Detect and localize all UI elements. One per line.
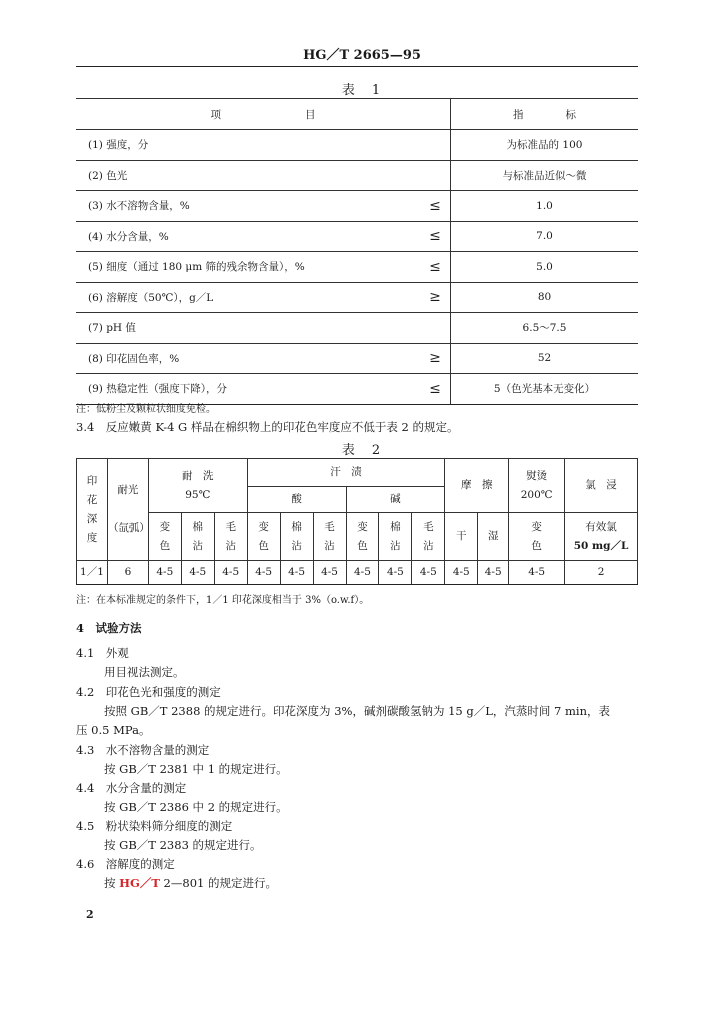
data-cell: 2: [565, 561, 638, 585]
light-sub-label: （氙弧）: [107, 522, 150, 534]
sub-char: 色: [258, 539, 269, 552]
chlorine-sub-label: 有效氯: [585, 520, 617, 533]
light-header: [107, 459, 148, 561]
sub-wool: [214, 513, 247, 561]
clause-4-6-title: 4.6 溶解度的测定: [76, 857, 175, 871]
wash-temp: 95℃: [185, 488, 211, 501]
indicator-cell: 1.0: [451, 191, 639, 222]
data-cell: 4-5: [445, 561, 478, 585]
header-char: 深: [86, 512, 98, 525]
table-row: [76, 130, 638, 161]
table-row: [76, 221, 638, 252]
sub-char: 棉: [192, 520, 204, 533]
sub-char: 毛: [324, 520, 335, 533]
sub-char: 变: [531, 520, 542, 533]
clause-4-5-title: 4.5 粉状染料筛分细度的测定: [76, 819, 233, 833]
data-cell: 4-5: [478, 561, 509, 585]
header-char: 度: [86, 531, 98, 544]
iron-temp: 200℃: [520, 488, 553, 501]
wash-label: 耐 洗: [182, 469, 214, 482]
acid-header: 酸: [247, 487, 346, 513]
iron-header: [509, 459, 565, 513]
section-4-title: 4 试验方法: [76, 621, 142, 635]
sub-change: [247, 513, 280, 561]
item-cell: (1) 强度，分: [76, 130, 420, 161]
item-cell: (9) 热稳定性（强度下降），分: [76, 374, 420, 405]
clause-4-1-body: 用目视法测定。: [104, 665, 185, 679]
sub-char: 变: [258, 520, 269, 533]
clause-4-4-body: 按 GB／T 2386 中 2 的规定进行。: [104, 800, 288, 814]
sub-chlorine: [565, 513, 638, 561]
table1-head-indicator: 指 标: [451, 99, 639, 130]
clause-4-2-body-cont: 压 0.5 MPa。: [76, 723, 151, 737]
table1-head-item: 项 目: [76, 99, 451, 130]
clause-4-2-body: 按照 GB／T 2388 的规定进行。印花深度为 3%，碱剂碳酸氢钠为 15 g／L，汽蒸时间 7 min，表: [104, 704, 610, 718]
depth-header: [77, 459, 108, 561]
table1: [76, 98, 638, 405]
clause-3-4: 3.4 反应嫩黄 K-4 G 样品在棉织物上的印花色牢度应不低于表 2 的规定。: [76, 420, 459, 434]
data-cell: 1／1: [77, 561, 108, 585]
sub-char: 沾: [390, 539, 401, 552]
sub-wet: 湿: [478, 513, 509, 561]
sub-cotton: [280, 513, 313, 561]
sub-char: 变: [159, 520, 171, 533]
comparison-symbol: ≤: [420, 191, 451, 222]
sub-char: 变: [357, 520, 368, 533]
data-cell: 4-5: [509, 561, 565, 585]
clause-4-1-title: 4.1 外观: [76, 646, 129, 660]
comparison-symbol: [420, 313, 451, 344]
table2-note: 注：在本标准规定的条件下，1／1 印花深度相当于 3%（o.w.f）。: [76, 595, 370, 606]
spacer: [108, 500, 148, 519]
indicator-cell: 5（色光基本无变化）: [451, 374, 639, 405]
table2-caption: 表 2: [341, 443, 383, 458]
item-cell: (4) 水分含量，%: [76, 221, 420, 252]
item-cell: (5) 细度（通过 180 μm 筛的残余物含量），%: [76, 252, 420, 283]
data-cell: 4-5: [247, 561, 280, 585]
comparison-symbol: [420, 160, 451, 191]
table-row: [76, 252, 638, 283]
wash-header: [148, 459, 247, 513]
sub-char: 沾: [291, 539, 302, 552]
sub-char: 毛: [423, 520, 434, 533]
indicator-cell: 与标准品近似～微: [451, 160, 639, 191]
alkali-header: 碱: [346, 487, 445, 513]
data-cell: 4-5: [280, 561, 313, 585]
table1-header-row: [76, 99, 638, 130]
sub-char: 色: [159, 539, 171, 552]
sub-change: [148, 513, 181, 561]
comparison-symbol: ≥: [420, 282, 451, 313]
data-cell: 6: [107, 561, 148, 585]
table-row: [76, 191, 638, 222]
header-rule: [76, 66, 638, 67]
sub-cotton: [181, 513, 214, 561]
table2: [76, 458, 638, 585]
clause-4-4-title: 4.4 水分含量的测定: [76, 781, 187, 795]
standard-ref-highlight: HG／T: [119, 876, 160, 890]
sub-char: 棉: [390, 520, 401, 533]
header-char: 花: [86, 493, 98, 506]
sweat-header: 汗 渍: [247, 459, 445, 487]
indicator-cell: 为标准品的 100: [451, 130, 639, 161]
indicator-cell: 7.0: [451, 221, 639, 252]
table-row: [76, 343, 638, 374]
light-label: 耐光: [117, 484, 139, 496]
chlorine-header: 氯 浸: [565, 459, 638, 513]
sub-change: [346, 513, 379, 561]
table1-caption: 表 1: [341, 83, 383, 98]
indicator-cell: 5.0: [451, 252, 639, 283]
item-cell: (3) 水不溶物含量，%: [76, 191, 420, 222]
item-cell: (2) 色光: [76, 160, 420, 191]
indicator-cell: 80: [451, 282, 639, 313]
header-char: 印: [86, 474, 98, 487]
clause-4-6-body: [104, 875, 277, 891]
sub-char: 色: [357, 539, 368, 552]
sub-cotton: [379, 513, 412, 561]
data-cell: 4-5: [379, 561, 412, 585]
sub-char: 色: [531, 539, 542, 552]
comparison-symbol: [420, 130, 451, 161]
comparison-symbol: ≤: [420, 252, 451, 283]
data-cell: 4-5: [148, 561, 181, 585]
rub-header: 摩 擦: [445, 459, 509, 513]
clause-4-3-title: 4.3 水不溶物含量的测定: [76, 743, 210, 757]
comparison-symbol: ≤: [420, 374, 451, 405]
table-row: [77, 561, 638, 585]
sub-char: 沾: [423, 539, 434, 552]
sub-change: [509, 513, 565, 561]
data-cell: 4-5: [181, 561, 214, 585]
body-suffix: 2—801 的规定进行。: [159, 876, 277, 890]
sub-wool: [412, 513, 445, 561]
sub-char: 沾: [192, 539, 204, 552]
chlorine-sub-value: 50 mg／L: [573, 539, 629, 552]
table-row: [76, 282, 638, 313]
data-cell: 4-5: [214, 561, 247, 585]
table1-note: 注：低粉尘及颗粒状细度免检。: [76, 404, 216, 415]
clause-4-2-title: 4.2 印花色光和强度的测定: [76, 685, 221, 699]
sub-wool: [313, 513, 346, 561]
comparison-symbol: ≤: [420, 221, 451, 252]
item-cell: (6) 溶解度（50℃），g／L: [76, 282, 420, 313]
clause-4-3-body: 按 GB／T 2381 中 1 的规定进行。: [104, 762, 288, 776]
iron-label: 熨烫: [526, 469, 548, 482]
table-row: [76, 160, 638, 191]
table-row: [76, 313, 638, 344]
comparison-symbol: ≥: [420, 343, 451, 374]
data-cell: 4-5: [313, 561, 346, 585]
data-cell: 4-5: [412, 561, 445, 585]
sub-dry: 干: [445, 513, 478, 561]
sub-char: 沾: [324, 539, 335, 552]
item-cell: (7) pH 值: [76, 313, 420, 344]
clause-4-5-body: 按 GB／T 2383 的规定进行。: [104, 838, 262, 852]
indicator-cell: 52: [451, 343, 639, 374]
document-header: HG／T 2665—95: [303, 48, 421, 63]
indicator-cell: 6.5～7.5: [451, 313, 639, 344]
sub-char: 毛: [225, 520, 236, 533]
body-prefix: 按: [104, 876, 120, 890]
page-number: 2: [86, 908, 94, 921]
item-cell: (8) 印花固色率，%: [76, 343, 420, 374]
data-cell: 4-5: [346, 561, 379, 585]
sub-char: 沾: [225, 539, 236, 552]
sub-char: 棉: [291, 520, 302, 533]
